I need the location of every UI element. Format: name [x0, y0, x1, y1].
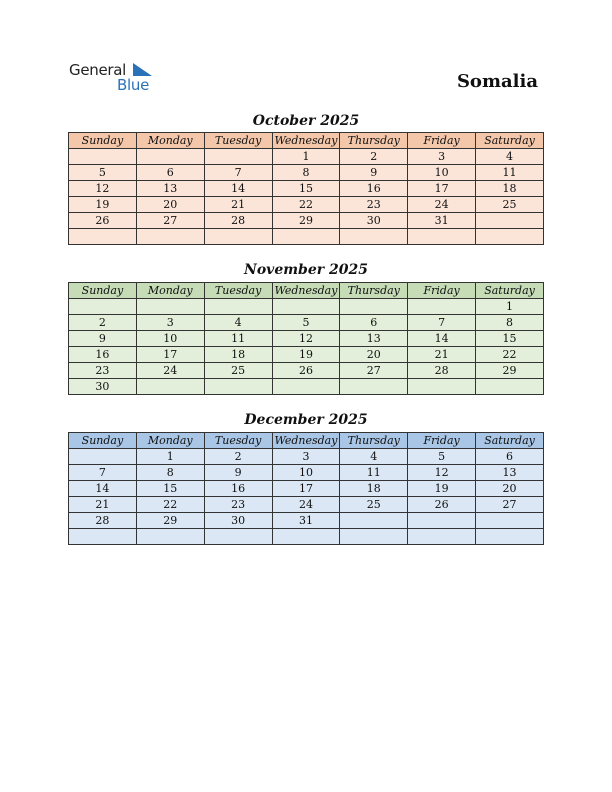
day-cell: 12 — [272, 331, 340, 347]
weekday-sunday: Sunday — [69, 283, 137, 299]
day-cell — [69, 299, 137, 315]
day-cell: 23 — [204, 497, 272, 513]
weekday-wednesday: Wednesday — [272, 283, 340, 299]
day-cell: 11 — [204, 331, 272, 347]
day-cell: 16 — [340, 181, 408, 197]
day-cell — [340, 229, 408, 245]
day-cell: 28 — [69, 513, 137, 529]
day-cell: 22 — [476, 347, 544, 363]
weekday-thursday: Thursday — [340, 433, 408, 449]
weekday-thursday: Thursday — [340, 133, 408, 149]
weekday-tuesday: Tuesday — [204, 283, 272, 299]
calendar-december — [68, 432, 544, 545]
day-cell — [340, 513, 408, 529]
day-cell: 24 — [408, 197, 476, 213]
day-cell: 13 — [476, 465, 544, 481]
weekday-thursday: Thursday — [340, 283, 408, 299]
day-cell: 9 — [204, 465, 272, 481]
day-cell: 15 — [136, 481, 204, 497]
weekday-tuesday: Tuesday — [204, 133, 272, 149]
day-cell — [408, 229, 476, 245]
day-cell — [272, 379, 340, 395]
week-row — [69, 449, 544, 465]
week-row — [69, 347, 544, 363]
day-cell: 26 — [69, 213, 137, 229]
day-cell: 17 — [272, 481, 340, 497]
day-cell: 3 — [408, 149, 476, 165]
country-name: Somalia — [456, 71, 538, 92]
day-cell: 24 — [136, 363, 204, 379]
day-cell: 27 — [476, 497, 544, 513]
day-cell: 30 — [340, 213, 408, 229]
day-cell: 10 — [136, 331, 204, 347]
day-cell: 19 — [272, 347, 340, 363]
day-cell: 5 — [272, 315, 340, 331]
weekday-friday: Friday — [408, 283, 476, 299]
day-cell — [204, 529, 272, 545]
day-cell: 21 — [408, 347, 476, 363]
day-cell: 14 — [408, 331, 476, 347]
day-cell: 5 — [69, 165, 137, 181]
day-cell: 29 — [272, 213, 340, 229]
day-cell: 25 — [476, 197, 544, 213]
day-cell — [408, 513, 476, 529]
day-cell: 2 — [204, 449, 272, 465]
generalblue-logo — [69, 61, 159, 95]
week-row — [69, 181, 544, 197]
weekday-wednesday: Wednesday — [272, 133, 340, 149]
week-row — [69, 497, 544, 513]
day-cell: 9 — [340, 165, 408, 181]
day-cell — [204, 229, 272, 245]
month-title-november: November 2025 — [244, 262, 368, 278]
weekday-monday: Monday — [136, 133, 204, 149]
week-row — [69, 149, 544, 165]
weekday-sunday: Sunday — [69, 433, 137, 449]
week-row — [69, 299, 544, 315]
day-cell: 8 — [476, 315, 544, 331]
day-cell: 11 — [340, 465, 408, 481]
day-cell: 3 — [136, 315, 204, 331]
day-cell: 14 — [69, 481, 137, 497]
day-cell: 6 — [136, 165, 204, 181]
day-cell: 23 — [340, 197, 408, 213]
day-cell: 7 — [408, 315, 476, 331]
day-cell: 10 — [408, 165, 476, 181]
weekday-header-row — [69, 133, 544, 149]
day-cell — [340, 299, 408, 315]
day-cell: 7 — [69, 465, 137, 481]
day-cell: 29 — [476, 363, 544, 379]
week-row — [69, 363, 544, 379]
month-title-december: December 2025 — [244, 412, 368, 428]
week-row — [69, 529, 544, 545]
day-cell: 25 — [340, 497, 408, 513]
day-cell: 2 — [340, 149, 408, 165]
weekday-saturday: Saturday — [476, 283, 544, 299]
day-cell: 12 — [69, 181, 137, 197]
week-row — [69, 165, 544, 181]
day-cell: 17 — [136, 347, 204, 363]
day-cell — [272, 299, 340, 315]
day-cell: 23 — [69, 363, 137, 379]
day-cell — [476, 379, 544, 395]
day-cell — [272, 529, 340, 545]
day-cell — [69, 149, 137, 165]
weekday-friday: Friday — [408, 433, 476, 449]
day-cell: 11 — [476, 165, 544, 181]
day-cell: 20 — [476, 481, 544, 497]
day-cell — [204, 379, 272, 395]
day-cell: 2 — [69, 315, 137, 331]
day-cell: 19 — [408, 481, 476, 497]
weekday-sunday: Sunday — [69, 133, 137, 149]
day-cell: 20 — [136, 197, 204, 213]
day-cell: 13 — [136, 181, 204, 197]
day-cell: 31 — [408, 213, 476, 229]
week-row — [69, 315, 544, 331]
day-cell: 21 — [204, 197, 272, 213]
logo-triangle-icon — [133, 63, 153, 77]
day-cell: 1 — [476, 299, 544, 315]
day-cell: 28 — [204, 213, 272, 229]
day-cell: 26 — [408, 497, 476, 513]
day-cell — [340, 379, 408, 395]
day-cell — [204, 299, 272, 315]
day-cell: 5 — [408, 449, 476, 465]
weekday-tuesday: Tuesday — [204, 433, 272, 449]
week-row — [69, 465, 544, 481]
day-cell: 27 — [340, 363, 408, 379]
day-cell — [476, 513, 544, 529]
day-cell — [204, 149, 272, 165]
day-cell — [408, 529, 476, 545]
day-cell: 14 — [204, 181, 272, 197]
day-cell: 15 — [476, 331, 544, 347]
day-cell: 6 — [340, 315, 408, 331]
day-cell: 18 — [476, 181, 544, 197]
weekday-header-row — [69, 433, 544, 449]
day-cell: 31 — [272, 513, 340, 529]
week-row — [69, 513, 544, 529]
day-cell: 8 — [136, 465, 204, 481]
day-cell — [340, 529, 408, 545]
day-cell: 21 — [69, 497, 137, 513]
day-cell: 3 — [272, 449, 340, 465]
week-row — [69, 197, 544, 213]
day-cell — [136, 229, 204, 245]
day-cell — [69, 229, 137, 245]
day-cell: 30 — [204, 513, 272, 529]
day-cell — [136, 149, 204, 165]
day-cell: 27 — [136, 213, 204, 229]
day-cell — [272, 229, 340, 245]
day-cell: 15 — [272, 181, 340, 197]
day-cell: 8 — [272, 165, 340, 181]
october-weeks — [69, 149, 544, 245]
day-cell: 22 — [136, 497, 204, 513]
week-row — [69, 379, 544, 395]
november-weeks — [69, 299, 544, 395]
day-cell: 28 — [408, 363, 476, 379]
week-row — [69, 481, 544, 497]
calendar-october — [68, 132, 544, 245]
day-cell: 16 — [69, 347, 137, 363]
day-cell: 4 — [476, 149, 544, 165]
day-cell: 7 — [204, 165, 272, 181]
weekday-friday: Friday — [408, 133, 476, 149]
day-cell — [476, 529, 544, 545]
day-cell: 19 — [69, 197, 137, 213]
weekday-monday: Monday — [136, 433, 204, 449]
day-cell — [476, 213, 544, 229]
day-cell: 6 — [476, 449, 544, 465]
day-cell: 30 — [69, 379, 137, 395]
day-cell: 22 — [272, 197, 340, 213]
day-cell: 12 — [408, 465, 476, 481]
day-cell — [136, 529, 204, 545]
day-cell — [69, 529, 137, 545]
weekday-monday: Monday — [136, 283, 204, 299]
weekday-wednesday: Wednesday — [272, 433, 340, 449]
day-cell: 29 — [136, 513, 204, 529]
week-row — [69, 213, 544, 229]
day-cell: 9 — [69, 331, 137, 347]
day-cell: 1 — [136, 449, 204, 465]
day-cell: 24 — [272, 497, 340, 513]
logo-text-general: General — [69, 61, 127, 79]
logo-text-blue: Blue — [117, 76, 149, 94]
weekday-header-row — [69, 283, 544, 299]
week-row — [69, 331, 544, 347]
day-cell: 18 — [340, 481, 408, 497]
day-cell: 17 — [408, 181, 476, 197]
calendar-november — [68, 282, 544, 395]
day-cell: 26 — [272, 363, 340, 379]
day-cell: 25 — [204, 363, 272, 379]
weekday-saturday: Saturday — [476, 133, 544, 149]
week-row — [69, 229, 544, 245]
day-cell: 20 — [340, 347, 408, 363]
day-cell — [408, 299, 476, 315]
day-cell: 16 — [204, 481, 272, 497]
day-cell: 18 — [204, 347, 272, 363]
day-cell — [136, 299, 204, 315]
day-cell: 1 — [272, 149, 340, 165]
day-cell: 4 — [340, 449, 408, 465]
weekday-saturday: Saturday — [476, 433, 544, 449]
december-weeks — [69, 449, 544, 545]
day-cell — [69, 449, 137, 465]
day-cell: 10 — [272, 465, 340, 481]
day-cell: 4 — [204, 315, 272, 331]
day-cell: 13 — [340, 331, 408, 347]
day-cell — [408, 379, 476, 395]
day-cell — [476, 229, 544, 245]
day-cell — [136, 379, 204, 395]
month-title-october: October 2025 — [252, 113, 360, 129]
